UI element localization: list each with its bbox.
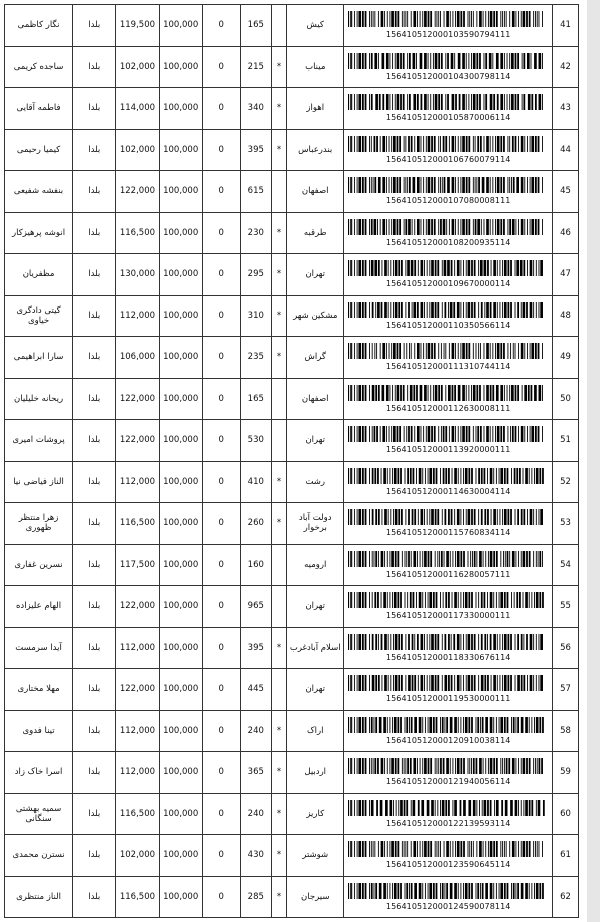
weight-cell: 395	[240, 129, 271, 171]
barcode-image	[348, 343, 548, 359]
mark-cell: *	[271, 835, 286, 877]
city-cell: اسلام آبادغرب	[287, 627, 344, 669]
row-number: 42	[553, 46, 579, 88]
mark-cell: *	[271, 461, 286, 503]
city-cell: بندرعباس	[287, 129, 344, 171]
mark-cell: *	[271, 627, 286, 669]
weight-cell: 260	[240, 503, 271, 545]
barcode-cell	[344, 503, 553, 545]
name-cell: الهام علیزاده	[5, 586, 73, 628]
barcode-cell	[344, 710, 553, 752]
city-cell: شوشتر	[287, 835, 344, 877]
mark-cell	[271, 378, 286, 420]
barcode-number: 156410512000122139593114	[385, 818, 511, 828]
total-cell: 112,000	[116, 710, 159, 752]
count-cell: 0	[202, 586, 240, 628]
table-row	[5, 129, 579, 171]
barcode-number: 156410512000115760834114	[385, 528, 511, 538]
barcode-image	[348, 219, 548, 235]
table-row	[5, 295, 579, 337]
total-cell: 122,000	[116, 669, 159, 711]
page-edge	[587, 0, 600, 922]
weight-cell: 230	[240, 212, 271, 254]
count-cell: 0	[202, 503, 240, 545]
price-cell: 100,000	[159, 876, 202, 918]
table-row	[5, 5, 579, 47]
barcode-image	[348, 592, 548, 608]
row-number: 50	[553, 378, 579, 420]
barcode-image	[348, 136, 548, 152]
type-cell: بلدا	[73, 793, 116, 835]
total-cell: 106,000	[116, 337, 159, 379]
total-cell: 116,500	[116, 503, 159, 545]
total-cell: 116,500	[116, 876, 159, 918]
city-cell: تهران	[287, 669, 344, 711]
name-cell: کیمیا رحیمی	[5, 129, 73, 171]
weight-cell: 240	[240, 710, 271, 752]
count-cell: 0	[202, 710, 240, 752]
barcode-cell	[344, 793, 553, 835]
row-number: 45	[553, 171, 579, 213]
price-cell: 100,000	[159, 793, 202, 835]
total-cell: 112,000	[116, 752, 159, 794]
mark-cell: *	[271, 710, 286, 752]
table-row	[5, 46, 579, 88]
row-number: 62	[553, 876, 579, 918]
table-row	[5, 337, 579, 379]
type-cell: بلدا	[73, 378, 116, 420]
price-cell: 100,000	[159, 544, 202, 586]
row-number: 58	[553, 710, 579, 752]
price-cell: 100,000	[159, 420, 202, 462]
weight-cell: 285	[240, 876, 271, 918]
type-cell: بلدا	[73, 337, 116, 379]
count-cell: 0	[202, 129, 240, 171]
city-cell: تهران	[287, 420, 344, 462]
type-cell: بلدا	[73, 586, 116, 628]
barcode-image	[348, 468, 548, 484]
city-cell: ارومیه	[287, 544, 344, 586]
row-number: 59	[553, 752, 579, 794]
count-cell: 0	[202, 627, 240, 669]
row-number: 56	[553, 627, 579, 669]
barcode-cell	[344, 835, 553, 877]
barcode-cell	[344, 876, 553, 918]
row-number: 53	[553, 503, 579, 545]
mark-cell: *	[271, 752, 286, 794]
city-cell: میناب	[287, 46, 344, 88]
price-cell: 100,000	[159, 752, 202, 794]
row-number: 48	[553, 295, 579, 337]
type-cell: بلدا	[73, 5, 116, 47]
name-cell: الناز منتظری	[5, 876, 73, 918]
count-cell: 0	[202, 378, 240, 420]
row-number: 46	[553, 212, 579, 254]
total-cell: 122,000	[116, 171, 159, 213]
type-cell: بلدا	[73, 88, 116, 130]
table-row	[5, 835, 579, 877]
barcode-number: 156410512000116280057111	[385, 569, 511, 579]
barcode-cell	[344, 5, 553, 47]
name-cell: بنفشه شفیعی	[5, 171, 73, 213]
table-row	[5, 793, 579, 835]
name-cell: الناز فیاضی نیا	[5, 461, 73, 503]
count-cell: 0	[202, 544, 240, 586]
total-cell: 102,000	[116, 46, 159, 88]
name-cell: مهلا مختاری	[5, 669, 73, 711]
mark-cell: *	[271, 46, 286, 88]
city-cell: کیش	[287, 5, 344, 47]
weight-cell: 240	[240, 793, 271, 835]
name-cell: فاطمه آقایی	[5, 88, 73, 130]
type-cell: بلدا	[73, 295, 116, 337]
table-row	[5, 876, 579, 918]
mark-cell: *	[271, 212, 286, 254]
total-cell: 102,000	[116, 129, 159, 171]
barcode-image	[348, 758, 548, 774]
mark-cell: *	[271, 129, 286, 171]
type-cell: بلدا	[73, 503, 116, 545]
type-cell: بلدا	[73, 254, 116, 296]
barcode-number: 156410512000113920000111	[385, 445, 511, 455]
type-cell: بلدا	[73, 627, 116, 669]
barcode-number: 156410512000124590078114	[385, 901, 511, 911]
city-cell: اردبیل	[287, 752, 344, 794]
barcode-cell	[344, 461, 553, 503]
total-cell: 116,500	[116, 793, 159, 835]
total-cell: 112,000	[116, 461, 159, 503]
city-cell: مشکین شهر	[287, 295, 344, 337]
name-cell: زهرا منتظر ظهوری	[5, 503, 73, 545]
barcode-cell	[344, 669, 553, 711]
table-row	[5, 503, 579, 545]
mark-cell: *	[271, 337, 286, 379]
barcode-cell	[344, 627, 553, 669]
city-cell: تهران	[287, 254, 344, 296]
mark-cell: *	[271, 295, 286, 337]
count-cell: 0	[202, 669, 240, 711]
barcode-image	[348, 11, 548, 27]
price-cell: 100,000	[159, 212, 202, 254]
total-cell: 102,000	[116, 835, 159, 877]
count-cell: 0	[202, 752, 240, 794]
weight-cell: 165	[240, 5, 271, 47]
price-cell: 100,000	[159, 586, 202, 628]
total-cell: 122,000	[116, 420, 159, 462]
weight-cell: 430	[240, 835, 271, 877]
barcode-number: 156410512000106760079114	[385, 154, 511, 164]
name-cell: تینا فدوی	[5, 710, 73, 752]
count-cell: 0	[202, 254, 240, 296]
weight-cell: 295	[240, 254, 271, 296]
city-cell: اهواز	[287, 88, 344, 130]
table-row	[5, 752, 579, 794]
name-cell: ساجده کریمی	[5, 46, 73, 88]
barcode-image	[348, 551, 548, 567]
table-row	[5, 710, 579, 752]
mark-cell	[271, 586, 286, 628]
name-cell: نسرین غفاری	[5, 544, 73, 586]
barcode-number: 156410512000118330676114	[385, 652, 511, 662]
row-number: 60	[553, 793, 579, 835]
mark-cell: *	[271, 88, 286, 130]
barcode-image	[348, 53, 548, 69]
price-cell: 100,000	[159, 254, 202, 296]
count-cell: 0	[202, 835, 240, 877]
name-cell: سمیه بهشتی سنگانی	[5, 793, 73, 835]
count-cell: 0	[202, 793, 240, 835]
row-number: 61	[553, 835, 579, 877]
table-row	[5, 669, 579, 711]
barcode-cell	[344, 337, 553, 379]
barcode-number: 156410512000112630008111	[385, 403, 511, 413]
mark-cell	[271, 5, 286, 47]
weight-cell: 340	[240, 88, 271, 130]
barcode-number: 156410512000120910038114	[385, 735, 511, 745]
barcode-number: 156410512000109670000114	[385, 279, 511, 289]
price-cell: 100,000	[159, 627, 202, 669]
mark-cell	[271, 669, 286, 711]
barcode-cell	[344, 129, 553, 171]
table-row	[5, 627, 579, 669]
price-cell: 100,000	[159, 503, 202, 545]
barcode-cell	[344, 586, 553, 628]
city-cell: طرقبه	[287, 212, 344, 254]
name-cell: اسرا خاک زاد	[5, 752, 73, 794]
barcode-number: 156410512000104300798114	[385, 71, 511, 81]
mark-cell	[271, 171, 286, 213]
barcode-number: 156410512000114630004114	[385, 486, 511, 496]
total-cell: 122,000	[116, 378, 159, 420]
type-cell: بلدا	[73, 669, 116, 711]
name-cell: انوشه پرهیزکار	[5, 212, 73, 254]
barcode-image	[348, 634, 548, 650]
table-row	[5, 586, 579, 628]
barcode-number: 156410512000107080008111	[385, 196, 511, 206]
shipment-sheet	[4, 4, 579, 918]
count-cell: 0	[202, 420, 240, 462]
mark-cell	[271, 544, 286, 586]
type-cell: بلدا	[73, 420, 116, 462]
table-row	[5, 544, 579, 586]
weight-cell: 965	[240, 586, 271, 628]
barcode-image	[348, 302, 548, 318]
barcode-image	[348, 509, 548, 525]
count-cell: 0	[202, 46, 240, 88]
price-cell: 100,000	[159, 337, 202, 379]
barcode-image	[348, 426, 548, 442]
name-cell: گیتی دادگری خیاوی	[5, 295, 73, 337]
barcode-number: 156410512000117330000111	[385, 611, 511, 621]
barcode-number: 156410512000123590645114	[385, 860, 511, 870]
price-cell: 100,000	[159, 171, 202, 213]
barcode-image	[348, 177, 548, 193]
city-cell: کاریز	[287, 793, 344, 835]
type-cell: بلدا	[73, 461, 116, 503]
mark-cell: *	[271, 254, 286, 296]
barcode-number: 156410512000119530000111	[385, 694, 511, 704]
name-cell: نگار کاظمی	[5, 5, 73, 47]
price-cell: 100,000	[159, 378, 202, 420]
type-cell: بلدا	[73, 752, 116, 794]
city-cell: سیرجان	[287, 876, 344, 918]
name-cell: مظفریان	[5, 254, 73, 296]
table-row	[5, 212, 579, 254]
barcode-cell	[344, 295, 553, 337]
count-cell: 0	[202, 212, 240, 254]
mark-cell: *	[271, 876, 286, 918]
table-row	[5, 420, 579, 462]
weight-cell: 445	[240, 669, 271, 711]
barcode-number: 156410512000103590794111	[385, 30, 511, 40]
weight-cell: 530	[240, 420, 271, 462]
row-number: 51	[553, 420, 579, 462]
weight-cell: 215	[240, 46, 271, 88]
type-cell: بلدا	[73, 212, 116, 254]
weight-cell: 615	[240, 171, 271, 213]
barcode-cell	[344, 88, 553, 130]
price-cell: 100,000	[159, 88, 202, 130]
row-number: 49	[553, 337, 579, 379]
table-row	[5, 88, 579, 130]
price-cell: 100,000	[159, 710, 202, 752]
price-cell: 100,000	[159, 669, 202, 711]
count-cell: 0	[202, 337, 240, 379]
barcode-number: 156410512000108200935114	[385, 237, 511, 247]
barcode-number: 156410512000110350566114	[385, 320, 511, 330]
barcode-image	[348, 883, 548, 899]
count-cell: 0	[202, 461, 240, 503]
table-row	[5, 461, 579, 503]
table-body	[5, 5, 579, 918]
count-cell: 0	[202, 171, 240, 213]
city-cell: رشت	[287, 461, 344, 503]
total-cell: 114,000	[116, 88, 159, 130]
count-cell: 0	[202, 876, 240, 918]
price-cell: 100,000	[159, 295, 202, 337]
name-cell: نسترن محمدی	[5, 835, 73, 877]
row-number: 47	[553, 254, 579, 296]
weight-cell: 310	[240, 295, 271, 337]
mark-cell: *	[271, 793, 286, 835]
count-cell: 0	[202, 295, 240, 337]
barcode-number: 156410512000121940056114	[385, 777, 511, 787]
mark-cell: *	[271, 503, 286, 545]
barcode-cell	[344, 544, 553, 586]
shipment-table	[4, 4, 579, 918]
weight-cell: 410	[240, 461, 271, 503]
total-cell: 119,500	[116, 5, 159, 47]
name-cell: آیدا سرمست	[5, 627, 73, 669]
barcode-image	[348, 675, 548, 691]
row-number: 43	[553, 88, 579, 130]
city-cell: تهران	[287, 586, 344, 628]
barcode-cell	[344, 46, 553, 88]
city-cell: گراش	[287, 337, 344, 379]
barcode-cell	[344, 171, 553, 213]
type-cell: بلدا	[73, 171, 116, 213]
city-cell: اراک	[287, 710, 344, 752]
name-cell: سارا ابراهیمی	[5, 337, 73, 379]
table-row	[5, 254, 579, 296]
barcode-image	[348, 94, 548, 110]
total-cell: 112,000	[116, 295, 159, 337]
barcode-cell	[344, 212, 553, 254]
table-row	[5, 378, 579, 420]
row-number: 57	[553, 669, 579, 711]
city-cell: اصفهان	[287, 171, 344, 213]
total-cell: 116,500	[116, 212, 159, 254]
total-cell: 130,000	[116, 254, 159, 296]
type-cell: بلدا	[73, 835, 116, 877]
barcode-image	[348, 717, 548, 733]
type-cell: بلدا	[73, 129, 116, 171]
row-number: 54	[553, 544, 579, 586]
total-cell: 117,500	[116, 544, 159, 586]
barcode-cell	[344, 752, 553, 794]
price-cell: 100,000	[159, 46, 202, 88]
type-cell: بلدا	[73, 876, 116, 918]
weight-cell: 235	[240, 337, 271, 379]
row-number: 52	[553, 461, 579, 503]
name-cell: ریحانه خلیلیان	[5, 378, 73, 420]
barcode-image	[348, 260, 548, 276]
barcode-cell	[344, 420, 553, 462]
barcode-number: 156410512000111310744114	[385, 362, 511, 372]
total-cell: 112,000	[116, 627, 159, 669]
city-cell: دولت آباد برخوار	[287, 503, 344, 545]
weight-cell: 365	[240, 752, 271, 794]
type-cell: بلدا	[73, 46, 116, 88]
count-cell: 0	[202, 88, 240, 130]
total-cell: 122,000	[116, 586, 159, 628]
price-cell: 100,000	[159, 835, 202, 877]
table-row	[5, 171, 579, 213]
barcode-image	[348, 385, 548, 401]
row-number: 41	[553, 5, 579, 47]
barcode-cell	[344, 254, 553, 296]
weight-cell: 160	[240, 544, 271, 586]
barcode-number: 156410512000105870006114	[385, 113, 511, 123]
city-cell: اصفهان	[287, 378, 344, 420]
price-cell: 100,000	[159, 5, 202, 47]
barcode-image	[348, 800, 548, 816]
row-number: 55	[553, 586, 579, 628]
weight-cell: 165	[240, 378, 271, 420]
row-number: 44	[553, 129, 579, 171]
barcode-image	[348, 841, 548, 857]
type-cell: بلدا	[73, 544, 116, 586]
mark-cell	[271, 420, 286, 462]
price-cell: 100,000	[159, 461, 202, 503]
name-cell: پروشات امیری	[5, 420, 73, 462]
price-cell: 100,000	[159, 129, 202, 171]
weight-cell: 395	[240, 627, 271, 669]
barcode-cell	[344, 378, 553, 420]
count-cell: 0	[202, 5, 240, 47]
type-cell: بلدا	[73, 710, 116, 752]
